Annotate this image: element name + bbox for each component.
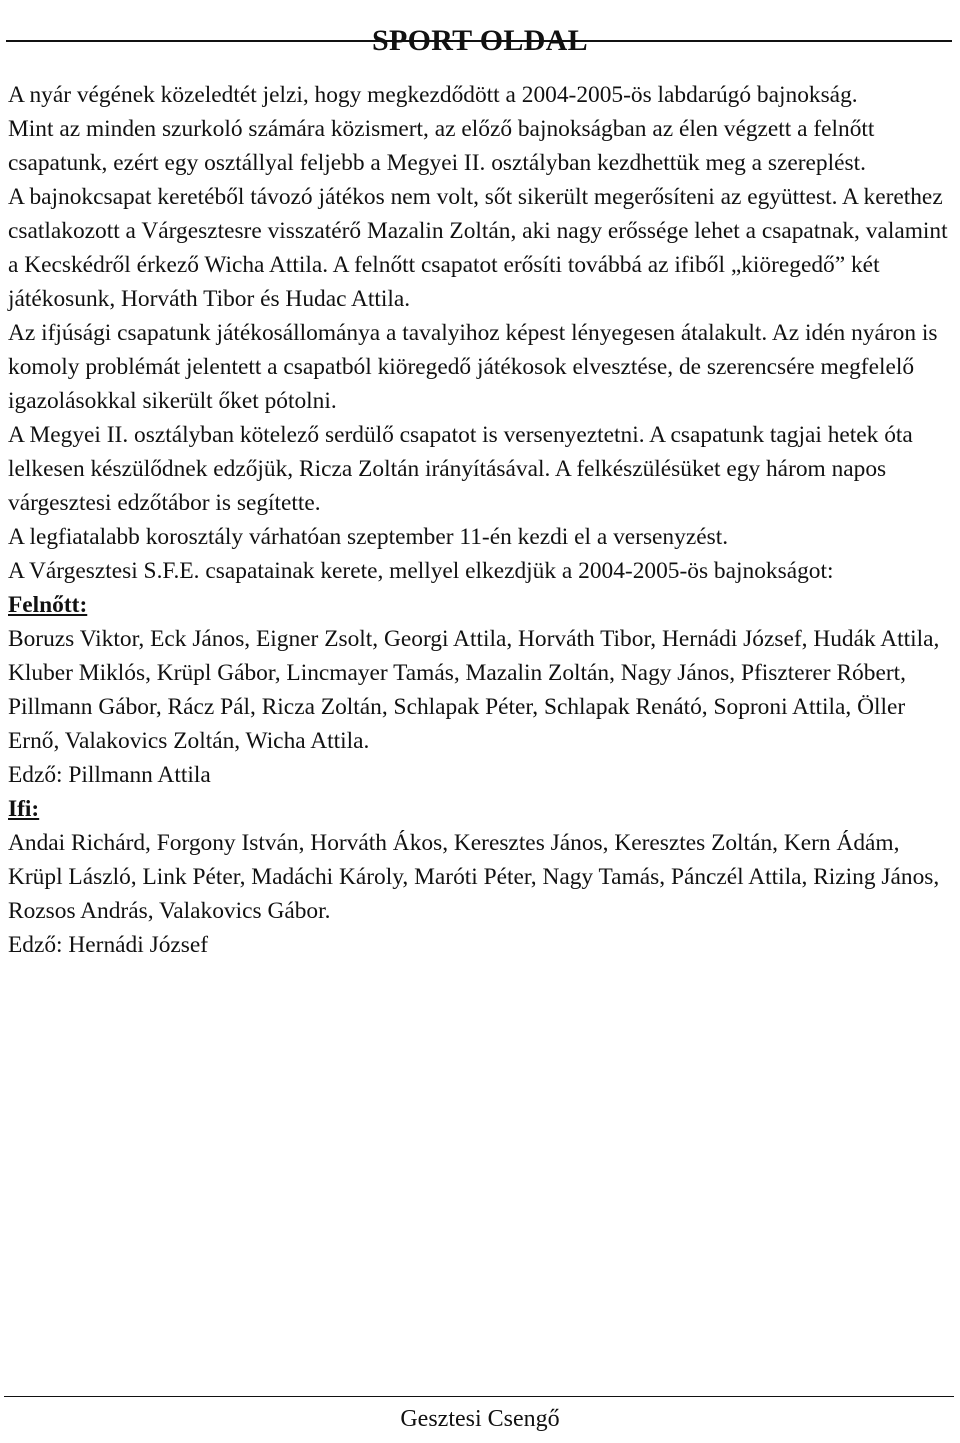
paragraph-promotion: Mint az minden szurkoló számára közismert, az előző bajnokságban az élen végzett a felnőtt csapatunk, ezért egy osztállyal feljebb a Megyei II. osztályban kezdhettük meg a szereplést. xyxy=(8,116,875,176)
youth-team-heading: Ifi: xyxy=(8,796,40,822)
youth-team-coach: Edző: Hernádi József xyxy=(8,932,209,958)
title-divider xyxy=(6,40,952,42)
adult-team-players: Boruzs Viktor, Eck János, Eigner Zsolt, Georgi Attila, Horváth Tibor, Hernádi József, Hudák Attila, Kluber Miklós, Krüpl Gábor, Lincmayer Tamás, Mazalin Zoltán, Nagy János, Pfiszterer Róbert, Pillmann Gábor, Rácz Pál, Ricza Zoltán, Schlapak Péter, Schlapak Renátó, Soproni Attila, Öller Ernő, Valakovics Zoltán, Wicha Attila. xyxy=(8,626,940,754)
page-title: SPORT OLDAL xyxy=(372,24,588,58)
paragraph-roster-intro: A Várgesztesi S.F.E. csapatainak kerete, mellyel elkezdjük a 2004-2005-ös bajnokságot: xyxy=(8,558,834,584)
paragraph-youngest: A legfiatalabb korosztály várhatóan szeptember 11-én kezdi el a versenyzést. xyxy=(8,524,729,550)
youth-team-players: Andai Richárd, Forgony István, Horváth Ákos, Keresztes János, Keresztes Zoltán, Kern Ádám, Krüpl László, Link Péter, Madáchi Károly, Maróti Péter, Nagy Tamás, Pánczél Attila, Rizing János, Rozsos András, Valakovics Gábor. xyxy=(8,830,940,924)
adult-team-coach: Edző: Pillmann Attila xyxy=(8,762,211,788)
paragraph-season-start: A nyár végének közeledtét jelzi, hogy megkezdődött a 2004-2005-ös labdarúgó bajnokság. xyxy=(8,82,858,108)
adult-team-heading: Felnőtt: xyxy=(8,592,88,618)
paragraph-adult-squad: A bajnokcsapat keretéből távozó játékos nem volt, sőt sikerült megerősíteni az együttest. A kerethez csatlakozott a Várgesztesre visszatérő Mazalin Zoltán, aki nagy erőssége lehet a csapatnak, valamint a Kecskédről érkező Wicha Attila. A felnőtt csapatot erősíti továbbá az ifiből „kiöregedő” két játékosunk, Horváth Tibor és Hudac Attila. xyxy=(8,184,948,312)
article-body xyxy=(8,78,952,962)
footer-divider xyxy=(4,1396,954,1397)
footer-publication-name: Gesztesi Csengő xyxy=(400,1406,560,1432)
paragraph-youth-squad: Az ifjúsági csapatunk játékosállománya a tavalyihoz képest lényegesen átalakult. Az idén nyáron is komoly problémát jelentett a csapatból kiöregedő játékosok elvesztése, de szerencsére megfelelő igazolásokkal sikerült őket pótolni. xyxy=(8,320,938,414)
paragraph-junior-team: A Megyei II. osztályban kötelező serdülő csapatot is versenyeztetni. A csapatunk tagjai hetek óta lelkesen készülődnek edzőjük, Ricza Zoltán irányításával. A felkészülésüket egy három napos várgesztesi edzőtábor is segítette. xyxy=(8,422,913,516)
